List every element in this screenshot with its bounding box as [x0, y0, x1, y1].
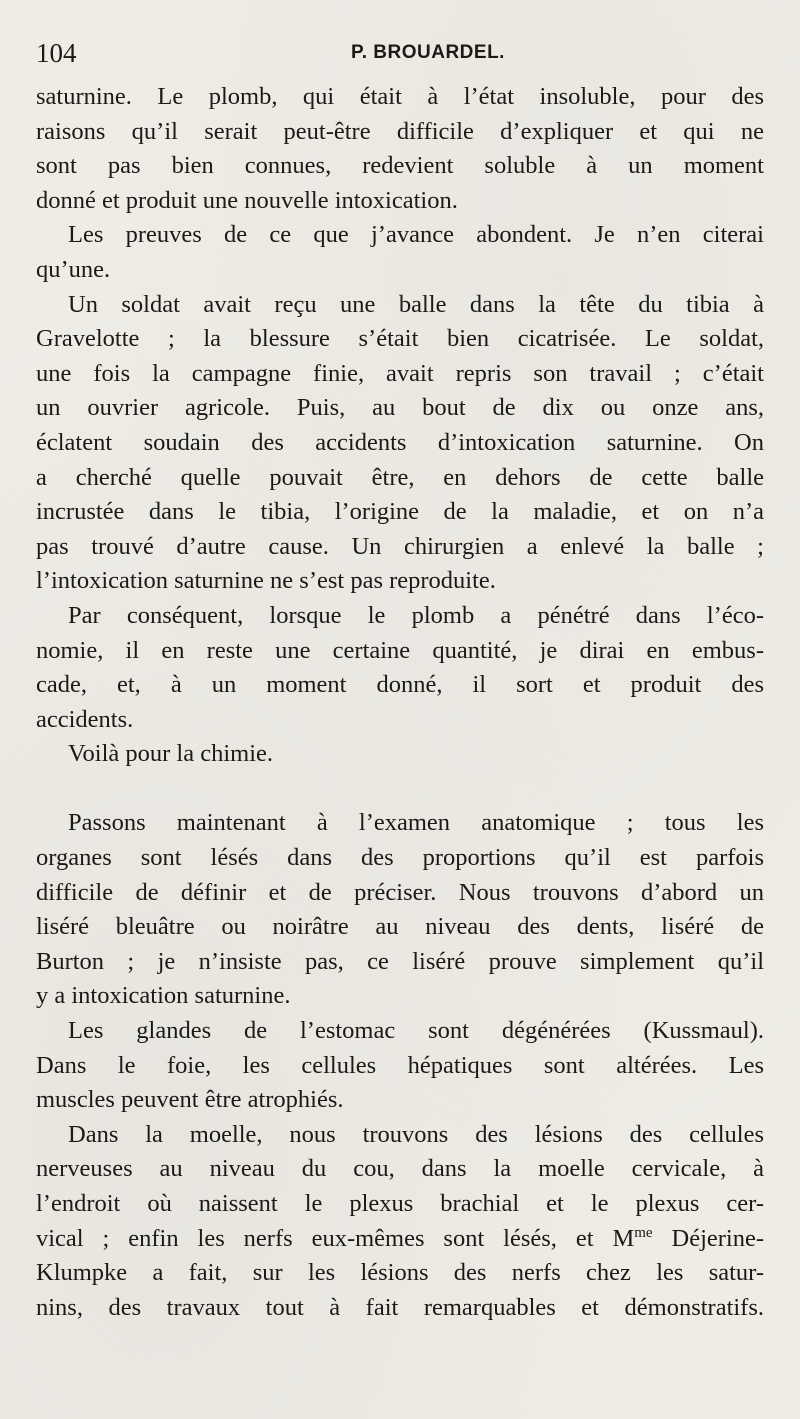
- page-header: [36, 36, 760, 70]
- text-line: pas trouvé d’autre cause. Un chirurgien a enlevé la balle ;: [36, 532, 764, 560]
- text-line: un ouvrier agricole. Puis, au bout de dix ou onze ans,: [36, 394, 764, 422]
- text-line: accidents.: [36, 705, 134, 733]
- body-text: [36, 80, 764, 1325]
- text-line: raisons qu’il serait peut-être difficile d’expliquer et qui ne: [36, 117, 764, 145]
- text-line: Un soldat avait reçu une balle dans la tête du tibia à: [68, 290, 764, 318]
- text-line: cade, et, à un moment donné, il sort et produit des: [36, 671, 764, 699]
- text-line: Dans la moelle, nous trouvons des lésions des cellules: [68, 1120, 764, 1148]
- text-line: une fois la campagne finie, avait repris son travail ; c’était: [36, 359, 764, 387]
- text-line: nins, des travaux tout à fait remarquables et démonstratifs.: [36, 1293, 764, 1321]
- running-head: P. BROUARDEL.: [351, 42, 505, 63]
- text-line: saturnine. Le plomb, qui était à l’état insoluble, pour des: [36, 83, 764, 110]
- text-line: nomie, il en reste une certaine quantité, je dirai en embus-: [36, 636, 764, 664]
- text-line: sont pas bien connues, redevient soluble à un moment: [36, 152, 764, 180]
- text-line: Voilà pour la chimie.: [68, 740, 274, 768]
- text-segment: Déjerine-: [652, 1224, 764, 1252]
- text-line: incrustée dans le tibia, l’origine de la maladie, et on n’a: [36, 498, 764, 526]
- text-line: difficile de définir et de préciser. Nous trouvons d’abord un: [36, 878, 764, 906]
- text-line: Les preuves de ce que j’avance abondent. Je n’en citerai: [68, 221, 764, 249]
- text-line: a cherché quelle pouvait être, en dehors de cette balle: [36, 463, 764, 491]
- text-line: organes sont lésés dans des proportions qu’il est parfois: [36, 844, 764, 872]
- paragraph-gap: [36, 772, 764, 807]
- text-line: donné et produit une nouvelle intoxication.: [36, 186, 458, 214]
- text-line: Klumpke a fait, sur les lésions des nerfs chez les satur-: [36, 1259, 764, 1287]
- text-line: éclatent soudain des accidents d’intoxication saturnine. On: [36, 428, 764, 456]
- text-line: Gravelotte ; la blessure s’était bien cicatrisée. Le soldat,: [36, 325, 764, 353]
- text-line: muscles peuvent être atrophiés.: [36, 1086, 344, 1114]
- text-line: Par conséquent, lorsque le plomb a pénétré dans l’éco-: [68, 601, 764, 629]
- text-line: l’endroit où naissent le plexus brachial et le plexus cer-: [36, 1190, 764, 1217]
- text-line: Passons maintenant à l’examen anatomique ; tous les: [68, 809, 764, 837]
- page-number: 104: [36, 38, 77, 68]
- text-line: Dans le foie, les cellules hépatiques sont altérées. Les: [36, 1051, 764, 1079]
- text-line: y a intoxication saturnine.: [36, 982, 291, 1010]
- text-line: l’intoxication saturnine ne s’est pas reproduite.: [36, 567, 496, 595]
- text-line: Les glandes de l’estomac sont dégénérées (Kussmaul).: [68, 1017, 764, 1045]
- text-line: Burton ; je n’insiste pas, ce liséré prouve simplement qu’il: [36, 947, 764, 975]
- text-segment: vical ; enfin les nerfs eux-mêmes sont lésés, et M: [36, 1224, 635, 1252]
- superscript: me: [634, 1224, 653, 1241]
- text-line: nerveuses au niveau du cou, dans la moelle cervicale, à: [36, 1155, 764, 1183]
- text-line: liséré bleuâtre ou noirâtre au niveau des dents, liséré de: [36, 913, 764, 941]
- text-line: [36, 1222, 764, 1257]
- text-line: qu’une.: [36, 255, 111, 283]
